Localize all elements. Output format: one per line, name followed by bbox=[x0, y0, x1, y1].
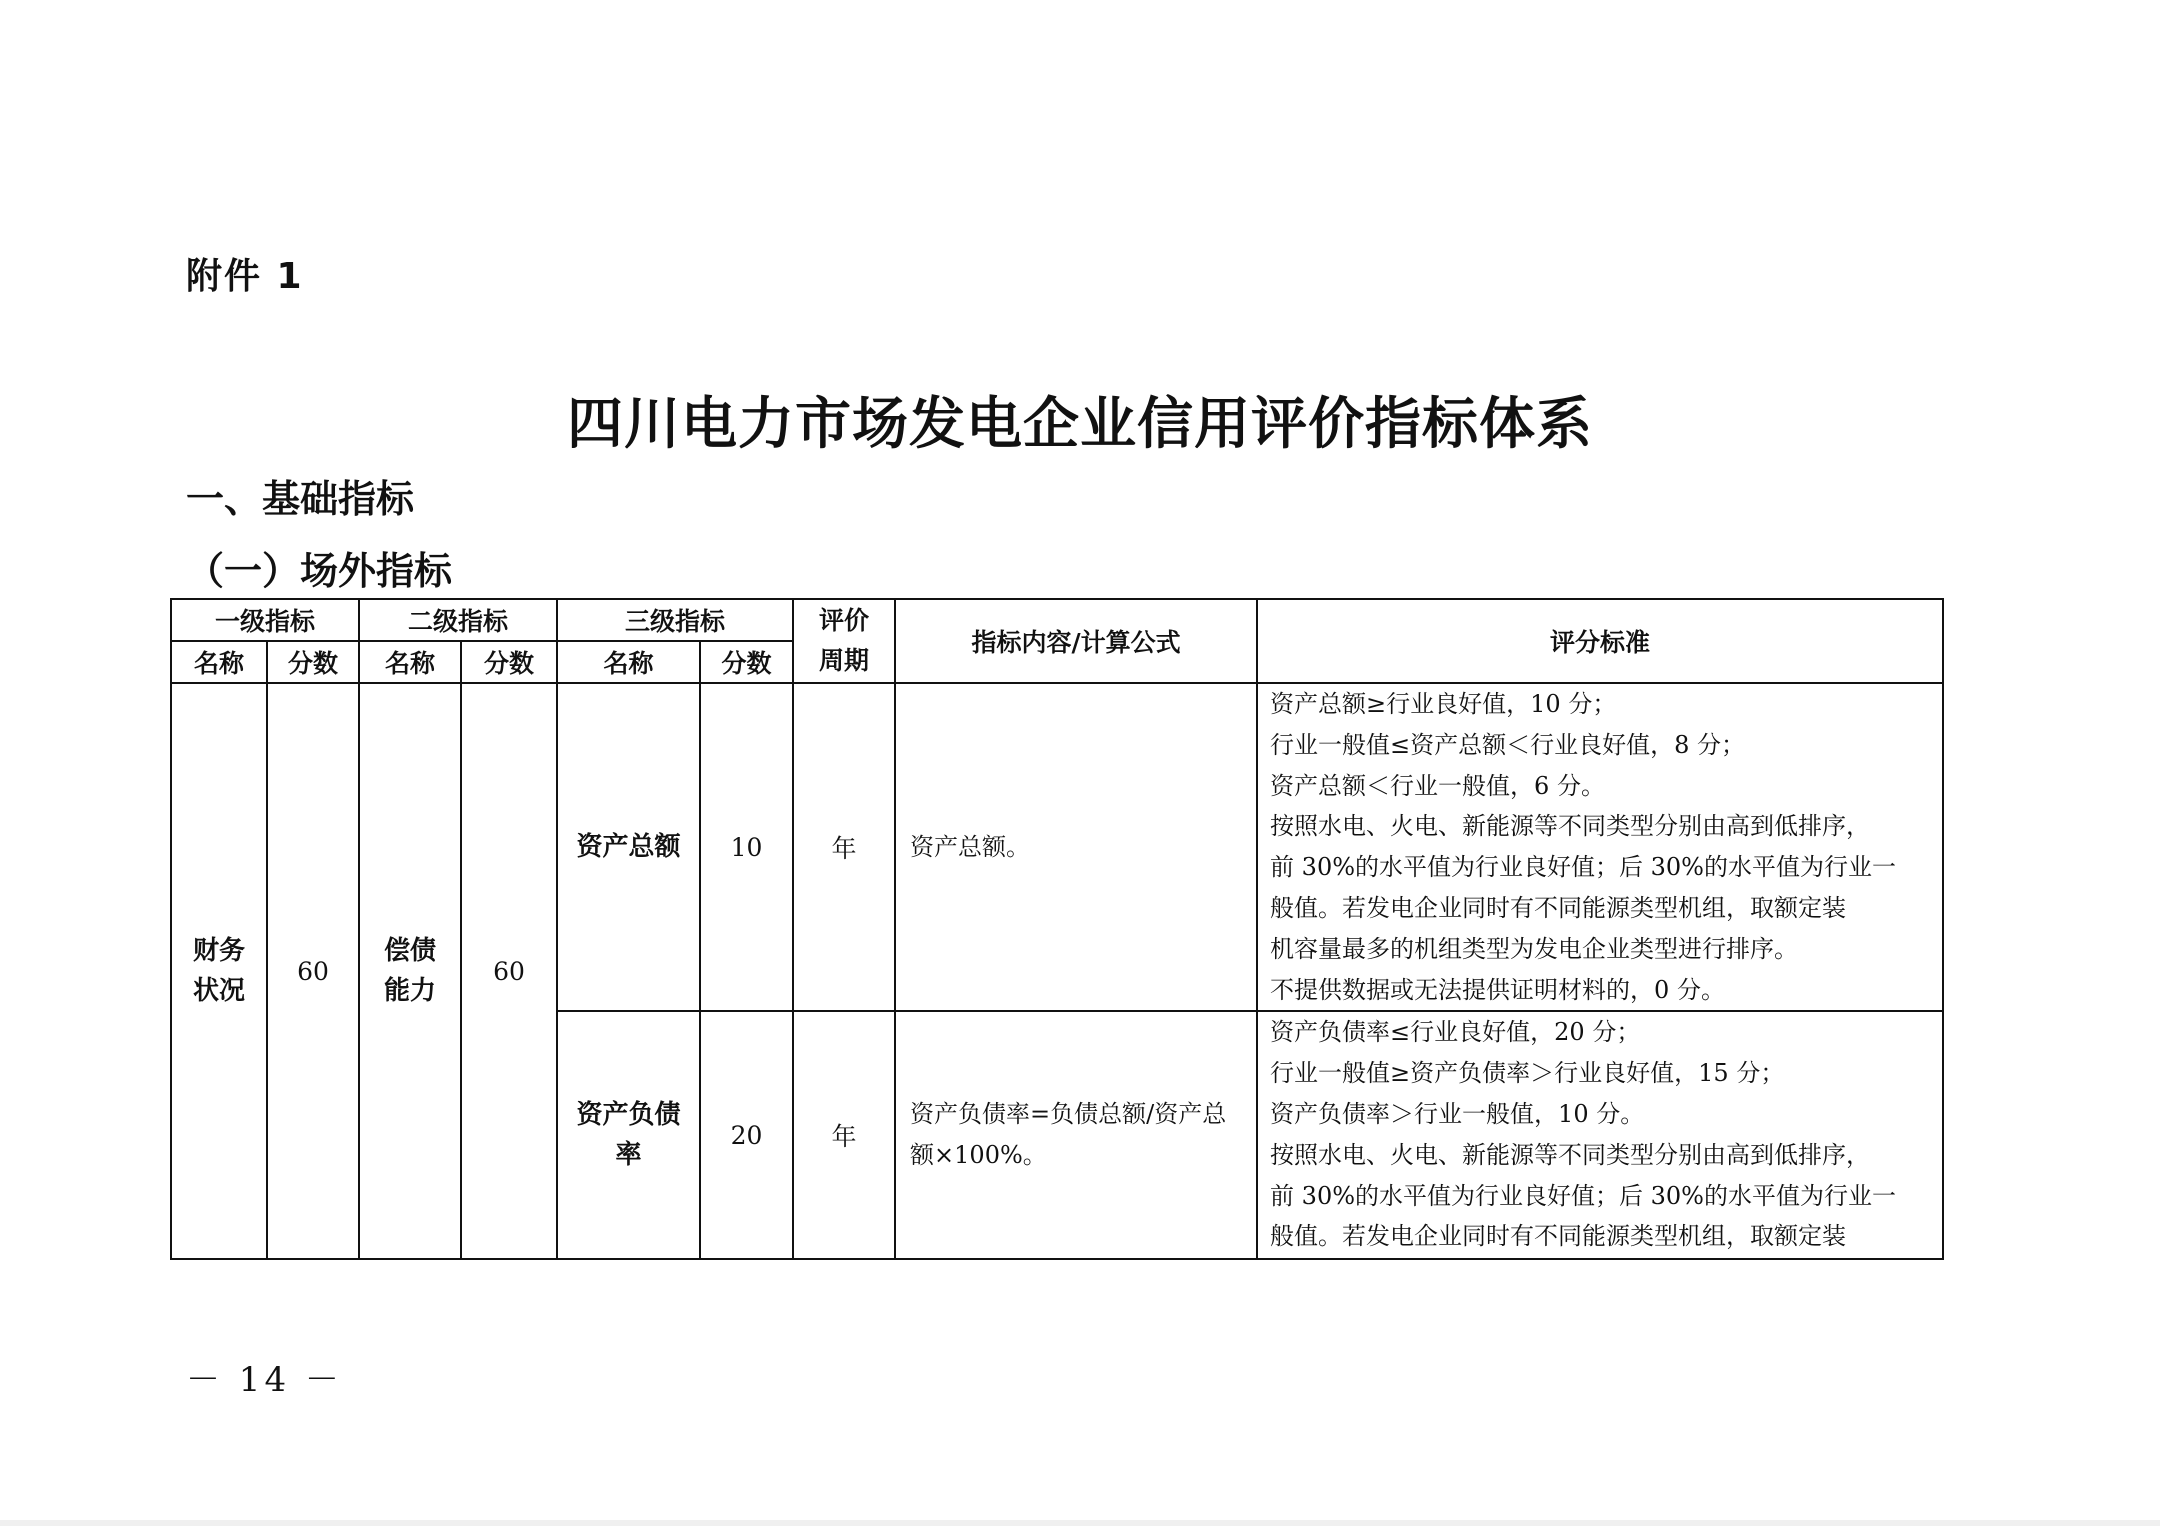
document-title: 四川电力市场发电企业信用评价指标体系 bbox=[567, 391, 1593, 457]
criteria-line: 行业一般值≤资产总额＜行业良好值，8 分； bbox=[1270, 730, 1746, 759]
level3-score: 20 bbox=[700, 1011, 793, 1259]
criteria-line: 不提供数据或无法提供证明材料的，0 分。 bbox=[1270, 975, 1725, 1004]
header-l2-score: 分数 bbox=[461, 641, 557, 683]
level1-score: 60 bbox=[267, 683, 359, 1259]
level2-name-cell bbox=[359, 683, 461, 1259]
scoring-criteria bbox=[1257, 683, 1943, 1011]
subsection-heading: （一）场外指标 bbox=[186, 549, 453, 593]
level1-name: 财务状况 bbox=[192, 936, 245, 1007]
indicator-content: 资产负债率=负债总额/资产总额×100%。 bbox=[895, 1011, 1257, 1259]
header-period-text: 评价周期 bbox=[819, 606, 870, 675]
header-l1-score: 分数 bbox=[267, 641, 359, 683]
level3-score: 10 bbox=[700, 683, 793, 1011]
criteria-line: 资产负债率＞行业一般值，10 分。 bbox=[1270, 1099, 1645, 1128]
level3-name: 资产负债率 bbox=[576, 1100, 681, 1171]
page-number: － 14 － bbox=[186, 1360, 343, 1400]
criteria-line: 资产总额≥行业良好值，10 分； bbox=[1270, 690, 1617, 718]
page-bottom-edge bbox=[0, 1520, 2160, 1526]
level3-name: 资产总额 bbox=[557, 683, 700, 1011]
header-l2-name: 名称 bbox=[359, 641, 461, 683]
criteria-line: 前 30%的水平值为行业良好值；后 30%的水平值为行业一 bbox=[1270, 1181, 1896, 1210]
criteria-line: 行业一般值≥资产负债率＞行业良好值，15 分； bbox=[1270, 1059, 1785, 1088]
table-row bbox=[171, 683, 1943, 1011]
evaluation-period: 年 bbox=[793, 1011, 895, 1259]
header-period bbox=[793, 599, 895, 683]
level2-score: 60 bbox=[461, 683, 557, 1259]
criteria-line: 资产负债率≤行业良好值，20 分； bbox=[1270, 1018, 1641, 1047]
indicator-content: 资产总额。 bbox=[895, 683, 1257, 1011]
level1-name-cell bbox=[171, 683, 267, 1259]
header-content: 指标内容/计算公式 bbox=[895, 599, 1257, 683]
level3-name-cell bbox=[557, 1011, 700, 1259]
header-l3-score: 分数 bbox=[700, 641, 793, 683]
evaluation-period: 年 bbox=[793, 683, 895, 1011]
header-l1-name: 名称 bbox=[171, 641, 267, 683]
criteria-line: 前 30%的水平值为行业良好值；后 30%的水平值为行业一 bbox=[1270, 853, 1896, 882]
header-l3-name: 名称 bbox=[557, 641, 700, 683]
header-standard: 评分标准 bbox=[1257, 599, 1943, 683]
criteria-line: 按照水电、火电、新能源等不同类型分别由高到低排序， bbox=[1270, 812, 1871, 841]
section-heading: 一、基础指标 bbox=[186, 477, 415, 521]
indicator-table bbox=[170, 598, 1944, 1260]
level2-name: 偿债能力 bbox=[384, 936, 437, 1007]
attachment-label: 附件 1 bbox=[186, 256, 304, 297]
criteria-line: 般值。若发电企业同时有不同能源类型机组，取额定装 bbox=[1270, 893, 1847, 922]
criteria-line: 般值。若发电企业同时有不同能源类型机组，取额定装 bbox=[1270, 1222, 1847, 1251]
criteria-line: 机容量最多的机组类型为发电企业类型进行排序。 bbox=[1270, 934, 1799, 963]
header-level3: 三级指标 bbox=[557, 599, 793, 641]
scoring-criteria bbox=[1257, 1011, 1943, 1259]
criteria-line: 资产总额＜行业一般值，6 分。 bbox=[1270, 771, 1605, 800]
header-level2: 二级指标 bbox=[359, 599, 557, 641]
criteria-line: 按照水电、火电、新能源等不同类型分别由高到低排序， bbox=[1270, 1140, 1871, 1169]
header-level1: 一级指标 bbox=[171, 599, 359, 641]
